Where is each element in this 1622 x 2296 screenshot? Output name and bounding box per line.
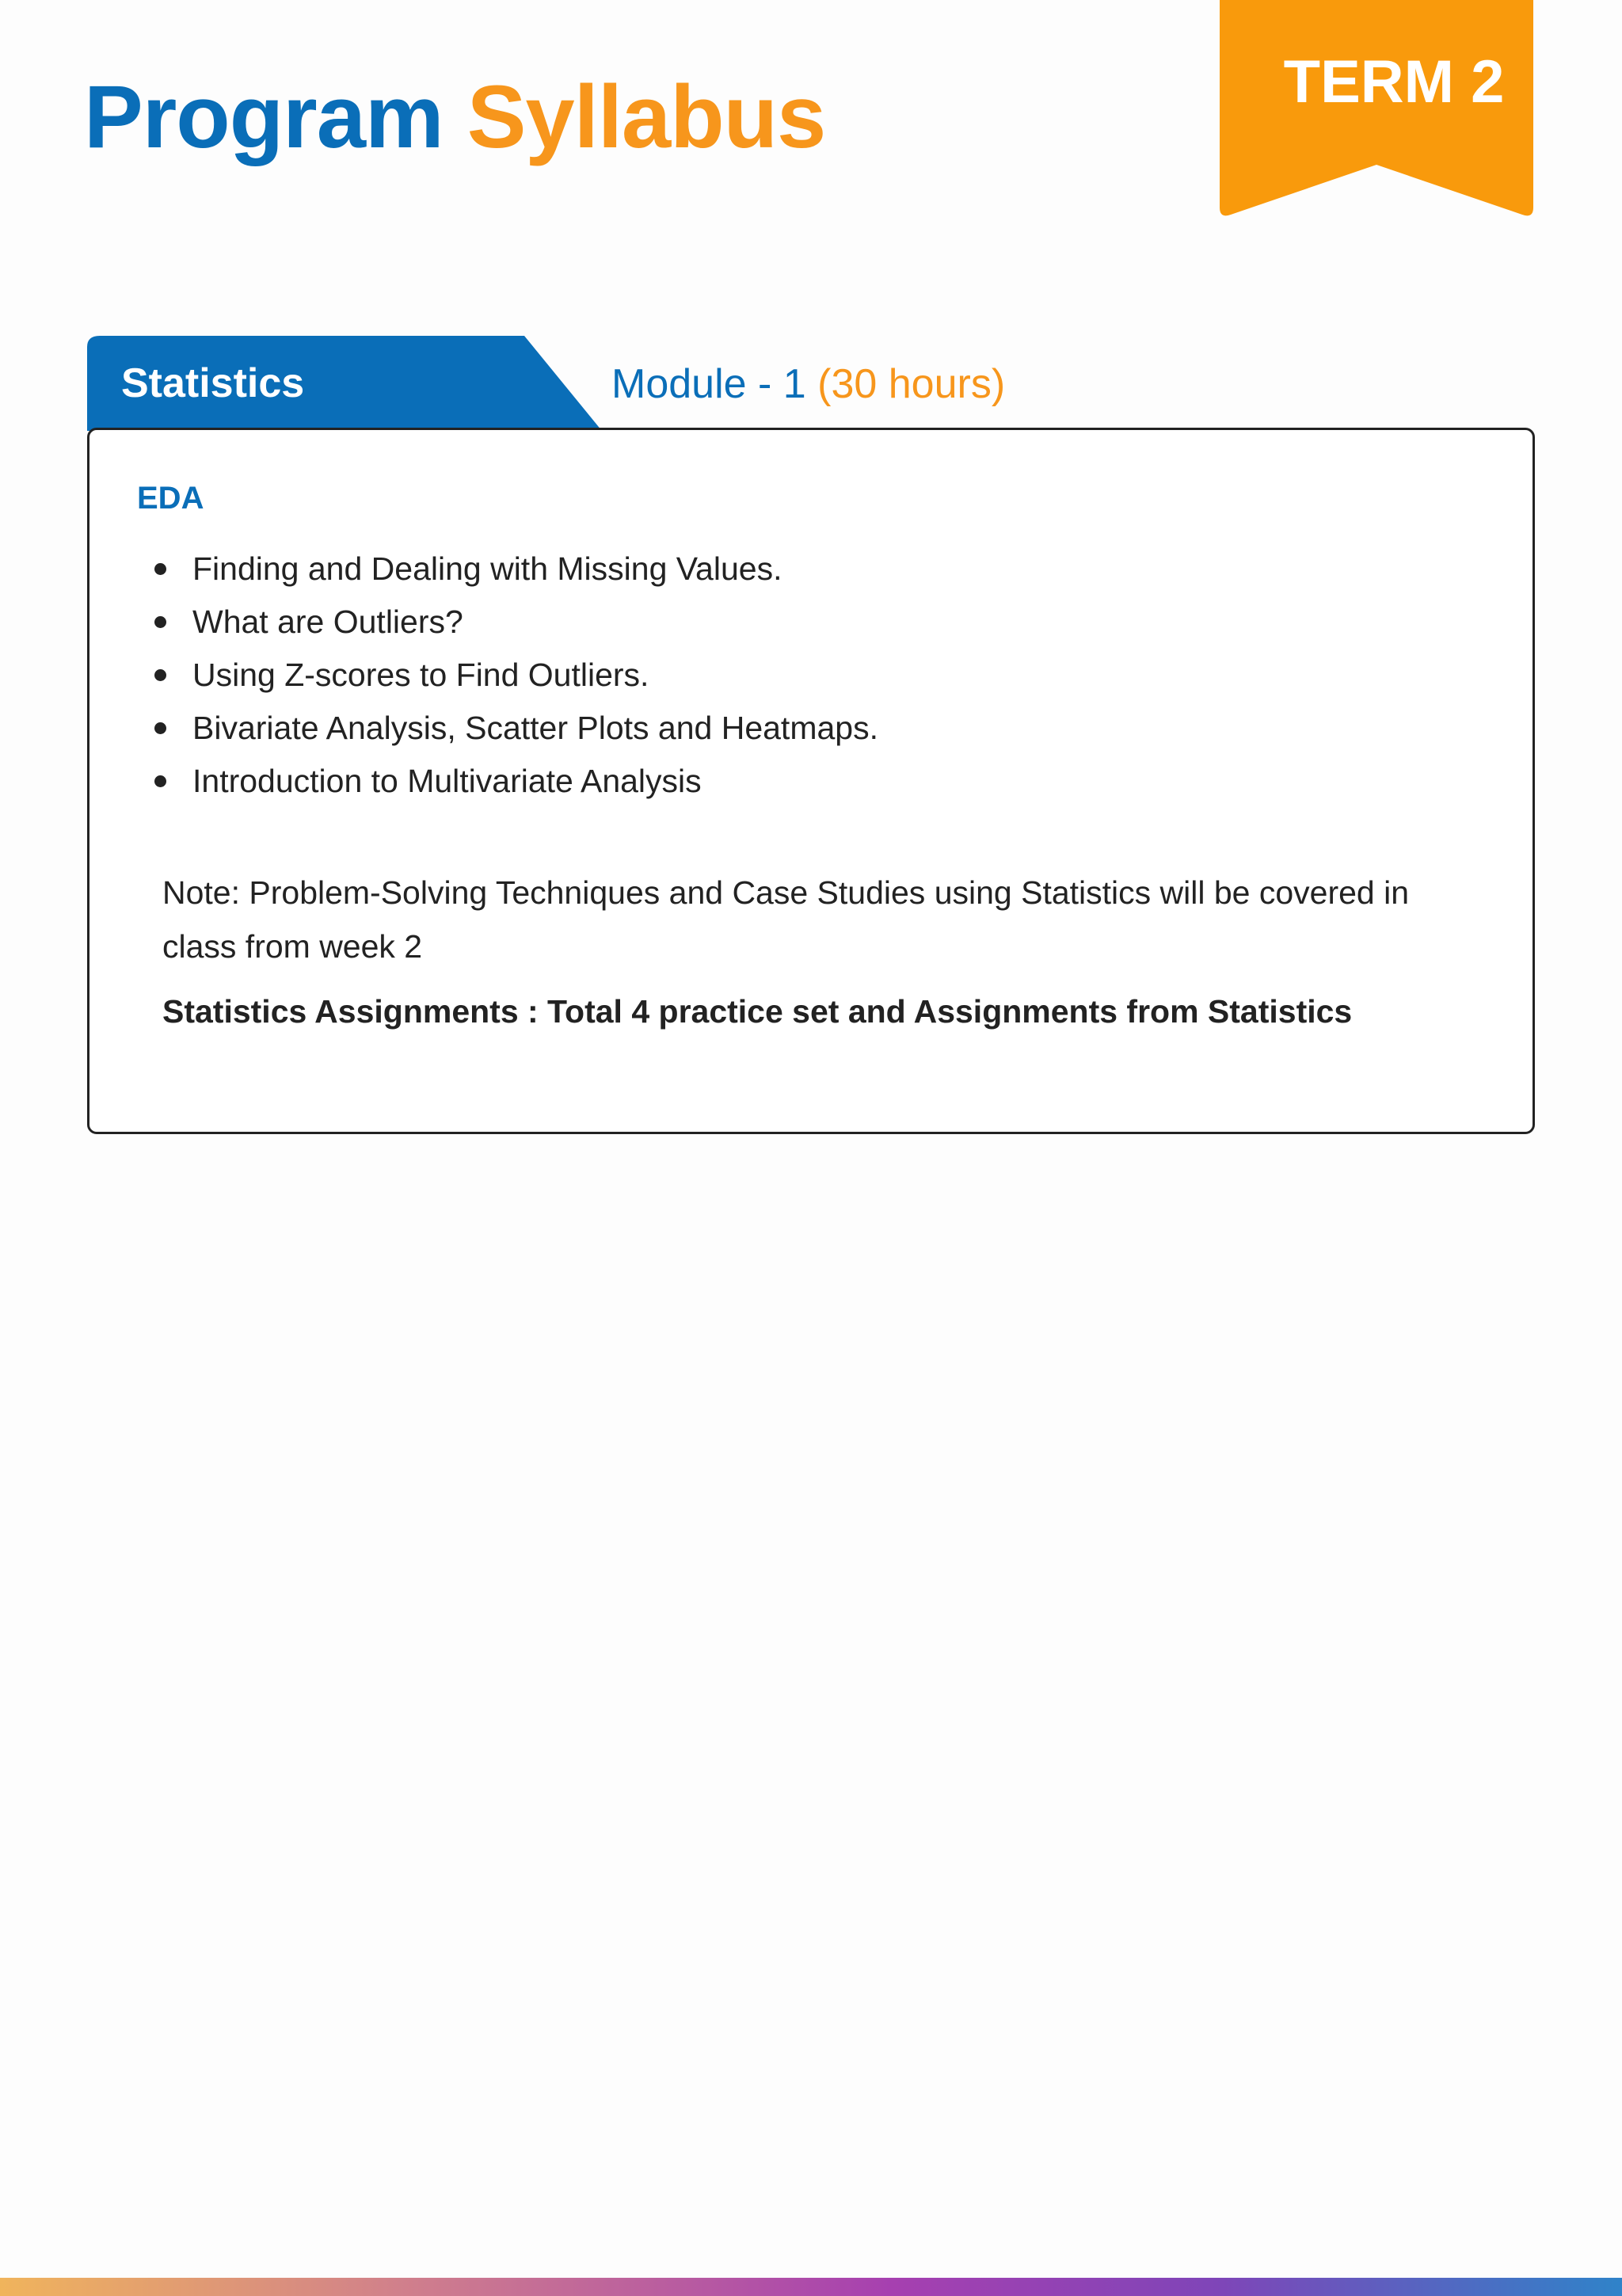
topic-text: What are Outliers? xyxy=(192,604,463,640)
topic-text: Using Z-scores to Find Outliers. xyxy=(192,657,649,693)
module-heading xyxy=(611,362,1005,407)
module-content-box xyxy=(87,428,1535,1134)
bullet-icon xyxy=(154,775,166,787)
list-item xyxy=(137,596,878,649)
module-number: Module - 1 xyxy=(611,361,806,407)
module-tab-label: Statistics xyxy=(121,360,305,406)
list-item xyxy=(137,649,878,702)
topic-text: Introduction to Multivariate Analysis xyxy=(192,763,702,799)
page-title-primary: Program xyxy=(84,67,444,166)
topic-list xyxy=(137,543,878,808)
term-label: TERM 2 xyxy=(1283,48,1505,116)
module-tab xyxy=(87,334,602,431)
bullet-icon xyxy=(154,563,166,575)
topic-text: Finding and Dealing with Missing Values. xyxy=(192,550,782,587)
bullet-icon xyxy=(154,722,166,734)
module-hours: (30 hours) xyxy=(817,361,1006,407)
module-card xyxy=(87,334,1535,1134)
page-title-accent: Syllabus xyxy=(466,67,826,166)
bullet-icon xyxy=(154,669,166,681)
list-item xyxy=(137,543,878,596)
bullet-icon xyxy=(154,616,166,628)
footer-gradient-bar xyxy=(0,2278,1622,2296)
section-title: EDA xyxy=(137,481,204,516)
assignments-summary: Statistics Assignments : Total 4 practice set and Assignments from Statistics xyxy=(162,993,1353,1030)
term-ribbon xyxy=(1220,0,1533,219)
list-item xyxy=(137,702,878,755)
module-note: Note: Problem-Solving Techniques and Case Studies using Statistics will be covered in class from week 2 xyxy=(162,874,1410,965)
topic-text: Bivariate Analysis, Scatter Plots and Heatmaps. xyxy=(192,710,878,746)
list-item xyxy=(137,755,878,808)
page-title xyxy=(84,67,826,166)
